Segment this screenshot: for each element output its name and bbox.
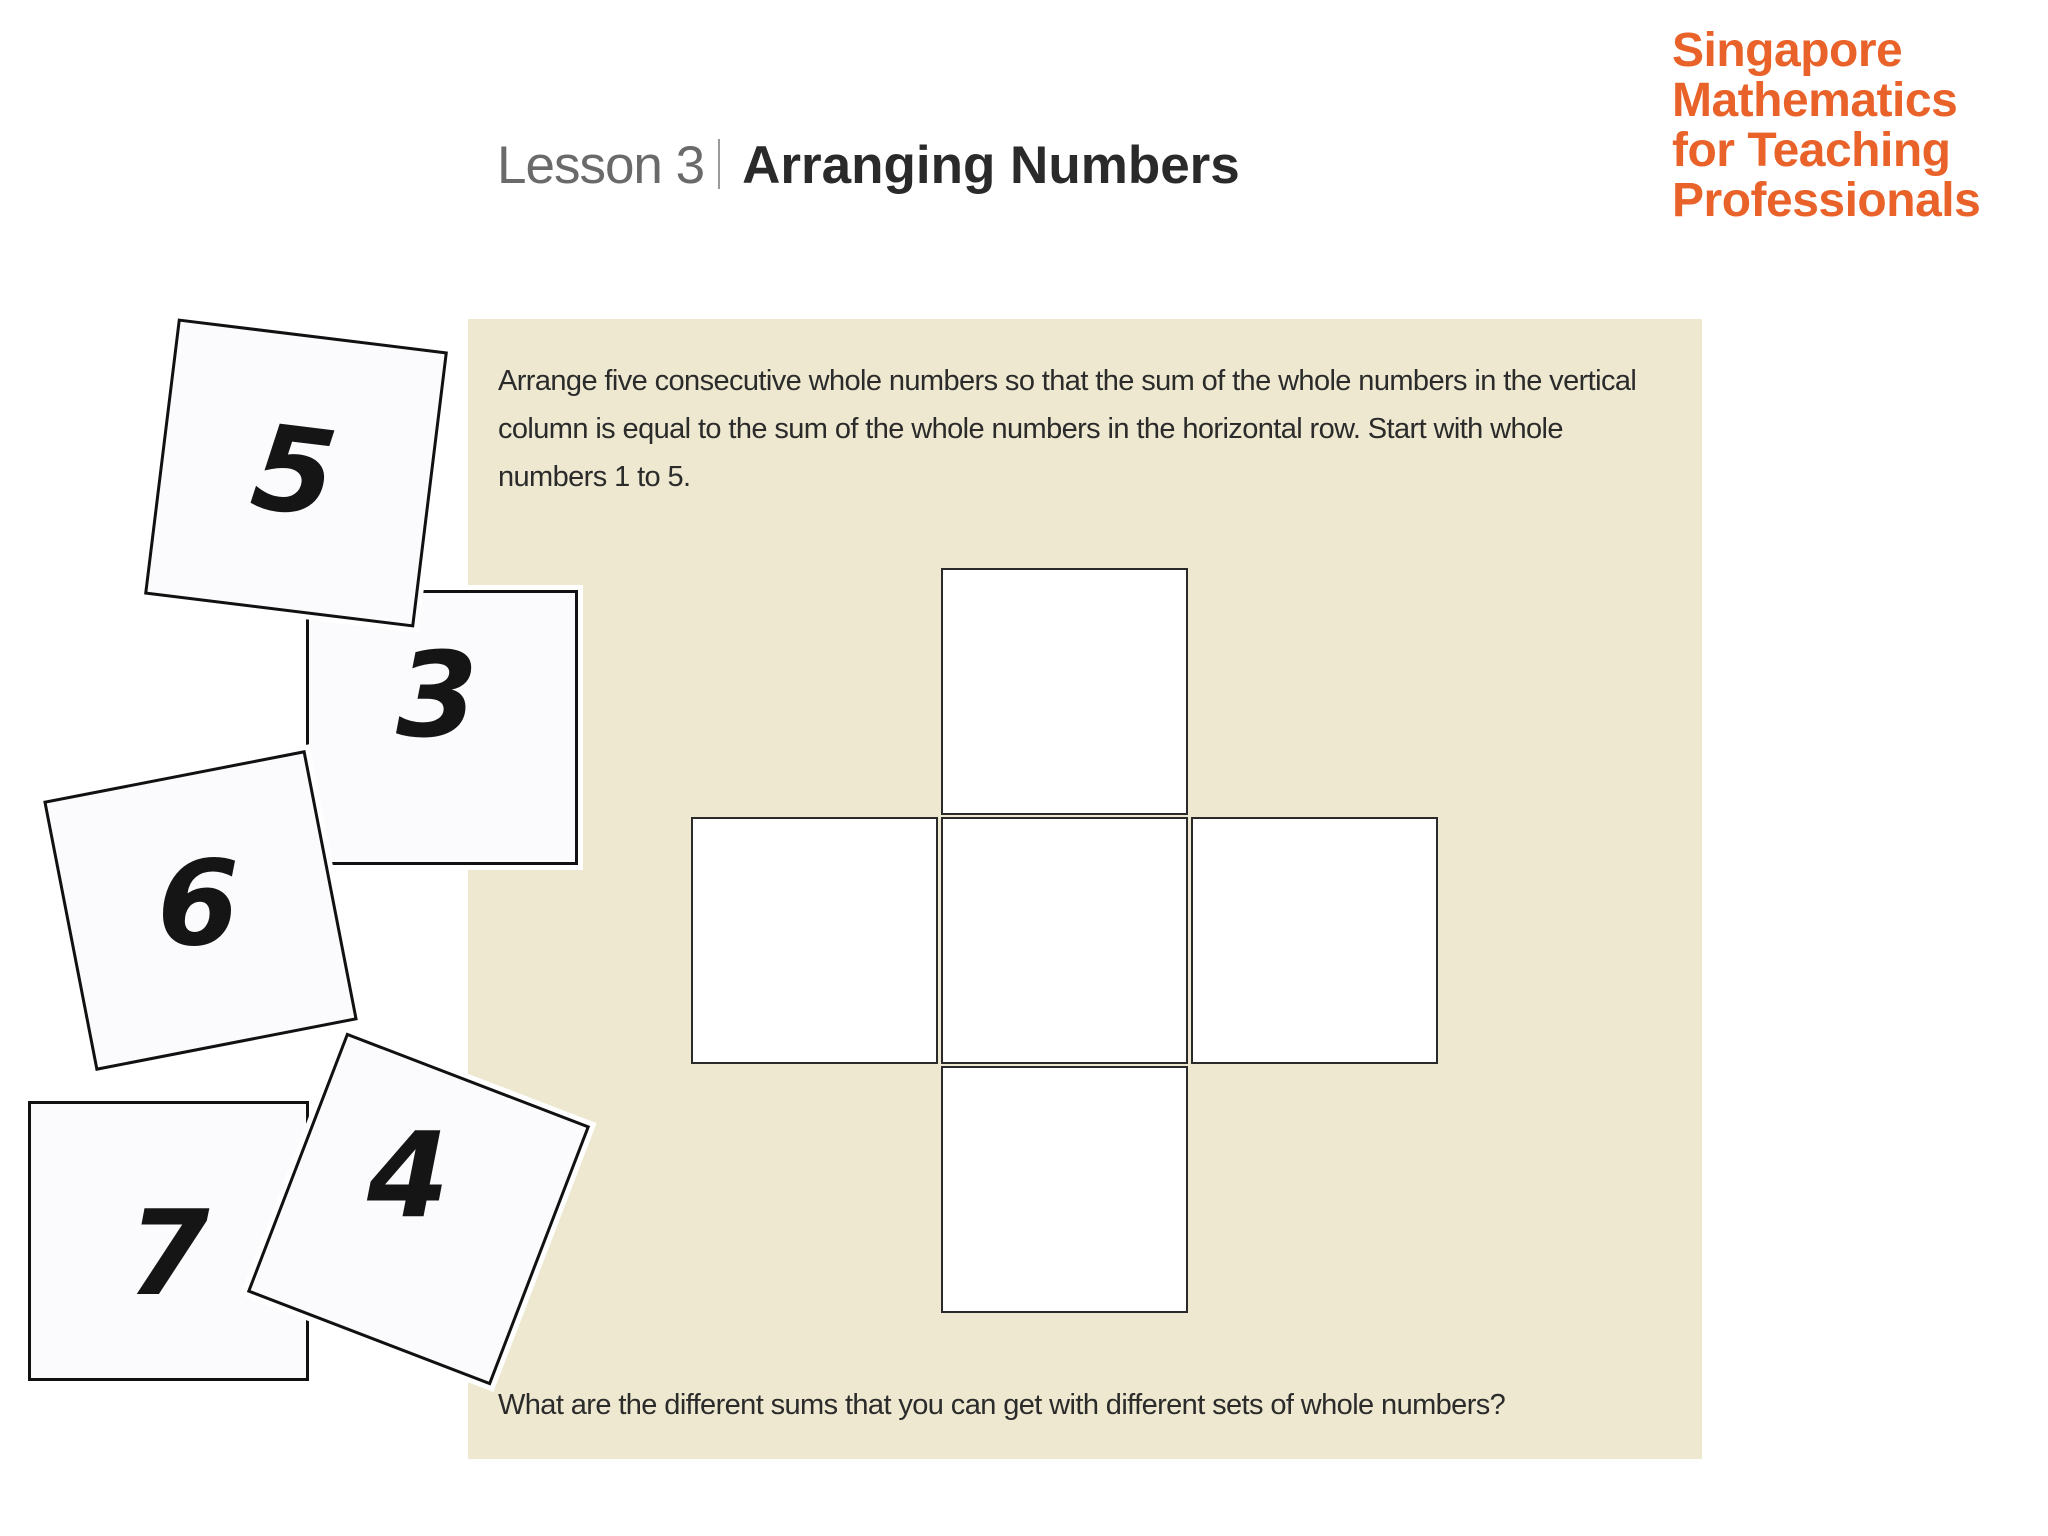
number-card-3[interactable] xyxy=(306,590,578,865)
lesson-number: Lesson 3 xyxy=(497,136,705,195)
cross-cell-top[interactable] xyxy=(941,568,1188,815)
card-number-4: 4 xyxy=(367,1105,450,1244)
cross-cell-right[interactable] xyxy=(1191,817,1438,1064)
card-number-5: 5 xyxy=(245,397,344,545)
brand-logo xyxy=(1672,26,1980,226)
lesson-name: Arranging Numbers xyxy=(742,136,1240,195)
brand-line-3: for Teaching xyxy=(1672,124,1951,177)
brand-line-2: Mathematics xyxy=(1672,74,1958,127)
brand-line-1: Singapore xyxy=(1672,24,1903,77)
lesson-title xyxy=(497,128,1240,204)
number-card-6[interactable] xyxy=(43,750,358,1071)
card-number-6: 6 xyxy=(157,833,240,972)
brand-line-4: Professionals xyxy=(1672,174,1981,227)
cross-cell-bottom[interactable] xyxy=(941,1066,1188,1313)
instructions-text: Arrange five consecutive whole numbers so that the sum of the whole numbers in the vertical column is equal to the sum of the whole numbers in the horizontal row. Start with whole numbers 1 to 5. xyxy=(498,365,1637,493)
cross-cell-left[interactable] xyxy=(691,817,938,1064)
title-divider xyxy=(718,139,720,189)
card-number-7: 7 xyxy=(127,1184,210,1322)
question-text: What are the different sums that you can get with different sets of whole numbers? xyxy=(498,1389,1506,1421)
activity-panel xyxy=(468,319,1702,1459)
cross-cell-center[interactable] xyxy=(941,817,1188,1064)
card-number-3: 3 xyxy=(395,625,479,764)
number-card-5[interactable] xyxy=(144,318,448,627)
